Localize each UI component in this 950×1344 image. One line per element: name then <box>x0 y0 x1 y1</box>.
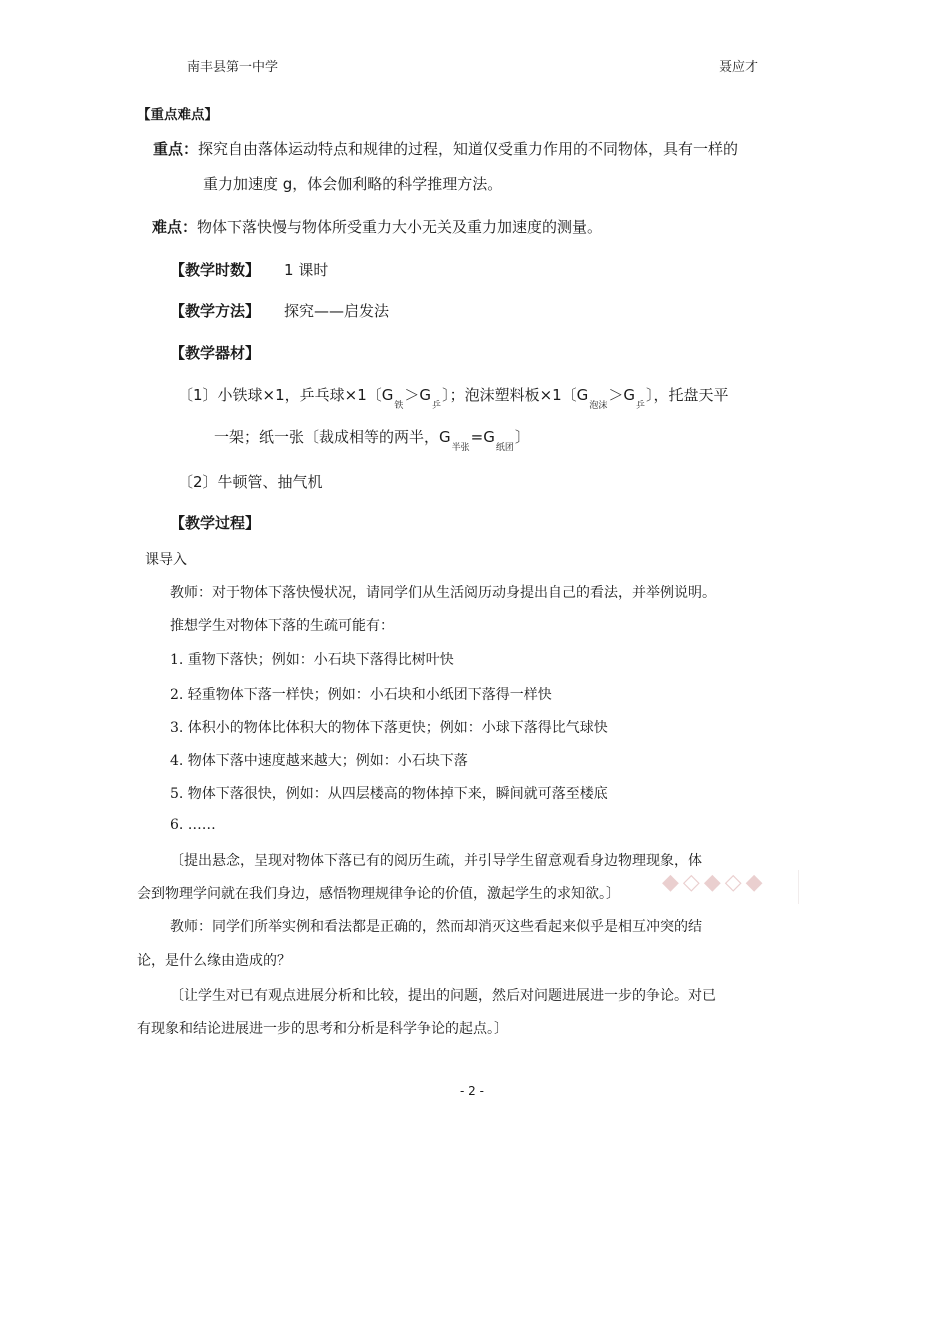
hours-value: 1 课时 <box>284 261 329 279</box>
note-2-line1: 〔让学生对已有观点进展分析和比较，提出的问题，然后对问题进展进一步的争论。对已 <box>170 988 716 1004</box>
hours-label: 【教学时数】 <box>170 261 261 279</box>
list-item: 6. …… <box>170 817 216 833</box>
equipment-text: 一架；纸一张〔裁成相等的两半，G <box>214 428 451 446</box>
process-intro: 课导入 <box>145 552 187 568</box>
list-item: 3. 体积小的物体比体积大的物体下落更快；例如：小球下落得比气球快 <box>170 720 608 736</box>
difficulty-text: 物体下落快慢与物体所受重力大小无关及重力加速度的测量。 <box>197 218 603 236</box>
equipment-text: =G <box>470 428 495 446</box>
focus-row <box>153 138 738 159</box>
method-row <box>170 300 389 321</box>
hours-row <box>170 259 328 280</box>
difficulty-row <box>152 216 602 237</box>
subscript: 纸团 <box>495 443 514 453</box>
subscript: 乒 <box>432 401 442 411</box>
page-number: - 2 - <box>460 1084 484 1098</box>
teacher-statement-2-line2: 论，是什么缘由造成的？ <box>137 953 291 969</box>
equipment-text: 〔1〕小铁球×1，乒乓球×1〔G <box>178 386 394 404</box>
equipment-text: 〕；泡沫塑料板×1〔G <box>442 386 589 404</box>
subscript: 半张 <box>451 443 470 453</box>
note-2-line2: 有现象和结论进展进一步的思考和分析是科学争论的起点。〕 <box>137 1021 508 1037</box>
subscript: 泡沫 <box>589 401 608 411</box>
focus-label: 重点： <box>153 140 199 158</box>
equipment-text: 〕，托盘天平 <box>645 386 729 404</box>
focus-line1: 探究自由落体运动特点和规律的过程，知道仅受重力作用的不同物体，具有一样的 <box>198 140 739 158</box>
process-label: 【教学过程】 <box>170 514 261 532</box>
subscript: 乒 <box>635 401 645 411</box>
list-item: 1. 重物下落快；例如：小石块下落得比树叶快 <box>170 652 454 668</box>
equipment-text: ＞G <box>404 386 432 404</box>
teacher-statement-1: 教师：对于物体下落快慢状况，请同学们从生活阅历动身提出自己的看法，并举例说明。 <box>170 585 716 601</box>
list-item: 2. 轻重物体下落一样快；例如：小石块和小纸团下落得一样快 <box>170 687 552 703</box>
method-value: 探究——启发法 <box>284 302 390 320</box>
note-1-line1: 〔提出悬念，呈现对物体下落已有的阅历生疏，并引导学生留意观看身边物理现象，体 <box>170 853 702 869</box>
equipment-line3: 〔2〕牛顿管、抽气机 <box>178 473 323 491</box>
key-points-heading: 【重点难点】 <box>137 107 218 123</box>
subscript: 铁 <box>394 401 404 411</box>
equipment-line2 <box>214 426 530 453</box>
header-school: 南丰县第一中学 <box>187 60 279 75</box>
teacher-statement-2-line1: 教师：同学们所举实例和看法都是正确的，然而却消灭这些看起来似乎是相互冲突的结 <box>170 919 702 935</box>
difficulty-label: 难点： <box>152 218 198 236</box>
focus-line2: 重力加速度 g，体会伽利略的科学推理方法。 <box>203 175 503 193</box>
list-item: 4. 物体下落中速度越来越大；例如：小石块下落 <box>170 753 468 769</box>
equipment-text: 〕 <box>514 428 530 446</box>
guess-intro: 推想学生对物体下落的生疏可能有： <box>170 618 394 634</box>
equipment-text: ＞G <box>608 386 635 404</box>
equipment-line1 <box>178 384 729 411</box>
method-label: 【教学方法】 <box>170 302 261 320</box>
list-item: 5. 物体下落很快，例如：从四层楼高的物体掉下来，瞬间就可落至楼底 <box>170 786 608 802</box>
header-author: 聂应才 <box>719 60 759 75</box>
watermark-image: ◆◇◆◇◆ <box>662 870 799 904</box>
note-1-line2: 会到物理学问就在我们身边，感悟物理规律争论的价值，激起学生的求知欲。〕 <box>137 886 620 902</box>
equipment-label: 【教学器材】 <box>170 344 261 362</box>
